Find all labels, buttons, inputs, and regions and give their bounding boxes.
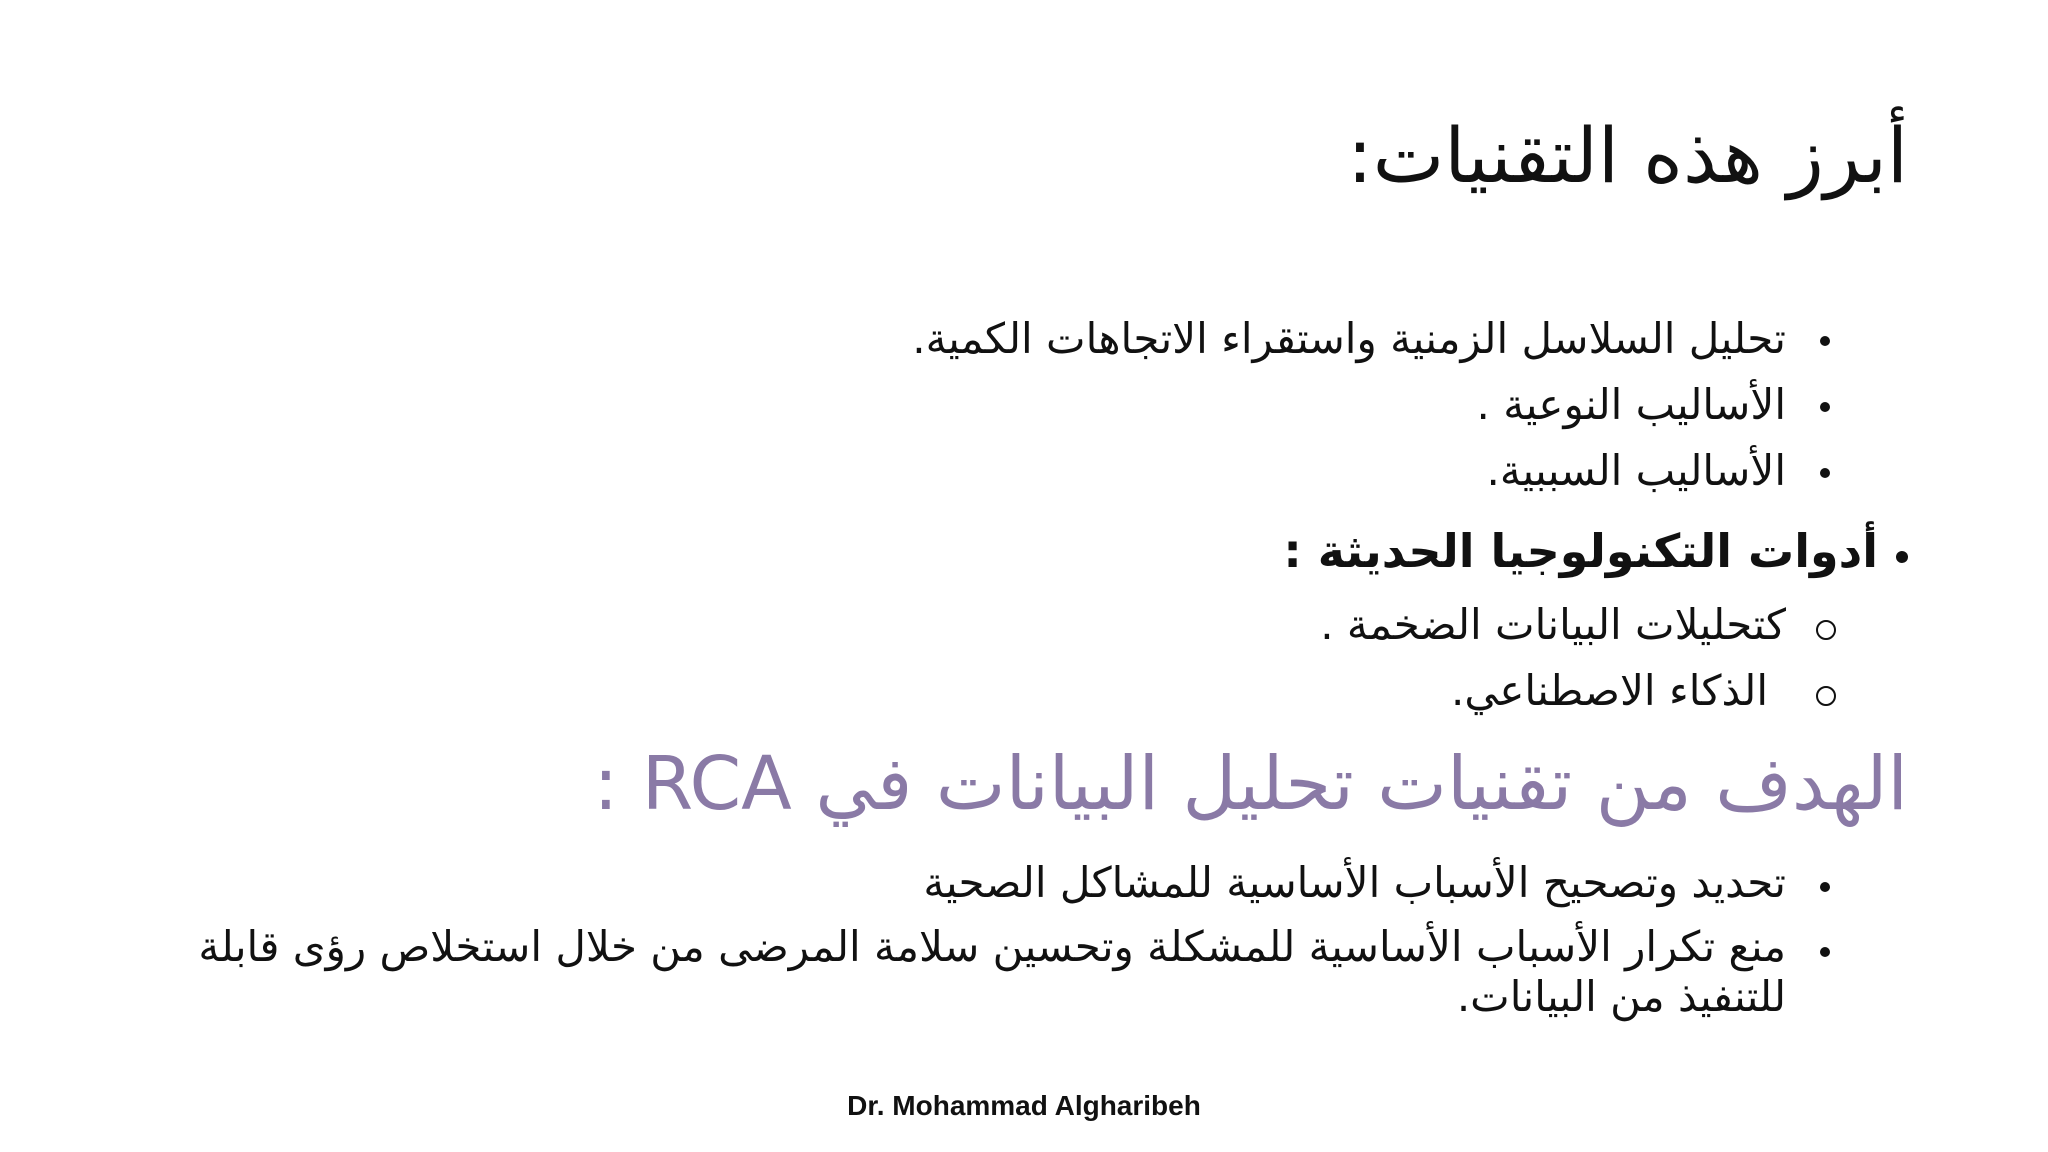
tool-item: الذكاء الاصطناعي. — [1450, 666, 1768, 715]
bullet-dot-icon — [1896, 551, 1908, 563]
technique-item: تحليل السلاسل الزمنية واستقراء الاتجاهات الكمية. — [912, 314, 1786, 363]
tools-heading: أدوات التكنولوجيا الحديثة : — [1283, 524, 1878, 578]
bullet-dot-icon — [1820, 468, 1830, 478]
bullet-dot-icon — [1820, 336, 1830, 346]
bullet-dot-icon — [1820, 402, 1830, 412]
goal-item: منع تكرار الأسباب الأساسية للمشكلة وتحسين سلامة المرضى من خلال استخلاص رؤى قابلة للتنفيذ من البيانات. — [198, 922, 1786, 1022]
bullet-dot-icon — [1820, 947, 1830, 957]
bullet-circle-icon — [1816, 686, 1836, 706]
footer-author: Dr. Mohammad Algharibeh — [847, 1090, 1201, 1121]
tool-item: كتحليلات البيانات الضخمة . — [1320, 600, 1786, 649]
goal-item: تحديد وتصحيح الأسباب الأساسية للمشاكل الصحية — [923, 858, 1786, 907]
technique-item: الأساليب النوعية . — [1476, 380, 1786, 429]
slide-title: أبرز هذه التقنيات: — [1347, 111, 1908, 200]
bullet-dot-icon — [1820, 882, 1830, 892]
goal-heading: الهدف من تقنيات تحليل البيانات في RCA : — [593, 741, 1908, 827]
bullet-circle-icon — [1816, 620, 1836, 640]
technique-item: الأساليب السببية. — [1486, 446, 1786, 495]
